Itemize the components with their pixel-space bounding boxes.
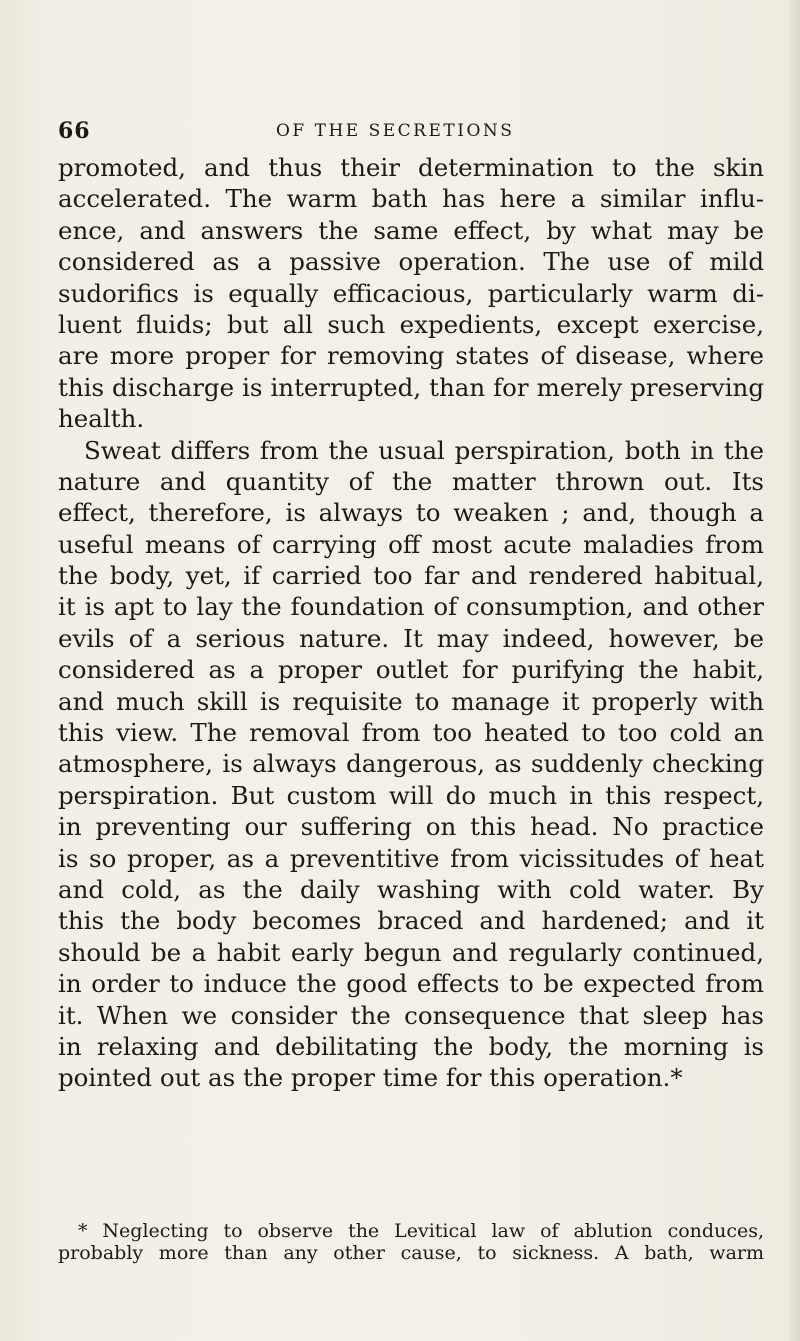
text-line: atmosphere, is always dangerous, as suddenly checking	[58, 749, 764, 779]
text-line: accelerated. The warm bath has here a similar influ-	[58, 184, 764, 214]
text-line: Sweat differs from the usual perspiration, both in the	[84, 435, 764, 465]
text-line: is so proper, as a preventitive from vicissitudes of heat	[58, 843, 764, 873]
running-head-title: OF THE SECRETIONS	[276, 121, 515, 141]
text-line: this the body becomes braced and hardened; and it	[58, 906, 764, 936]
text-line: in relaxing and debilitating the body, the morning is	[58, 1031, 764, 1061]
text-line: sudorifics is equally efficacious, particularly warm di-	[58, 278, 764, 308]
text-line: this discharge is interrupted, than for merely preserving	[58, 372, 764, 402]
text-line: evils of a serious nature. It may indeed, however, be	[58, 623, 764, 653]
footnote-line: probably more than any other cause, to sickness. A bath, warm	[58, 1242, 764, 1264]
text-line: and much skill is requisite to manage it properly with	[58, 686, 764, 716]
footnote	[58, 1220, 764, 1264]
text-line: the body, yet, if carried too far and rendered habitual,	[58, 561, 764, 591]
text-line: it is apt to lay the foundation of consumption, and other	[58, 592, 764, 622]
body-text	[58, 152, 764, 1094]
text-line: should be a habit early begun and regularly continued,	[58, 937, 764, 967]
text-line: perspiration. But custom will do much in this respect,	[58, 780, 764, 810]
text-line: health.	[58, 404, 145, 434]
text-line: luent fluids; but all such expedients, except exercise,	[58, 309, 764, 339]
text-line: promoted, and thus their determination to the skin	[58, 153, 764, 182]
text-line: are more proper for removing states of disease, where	[58, 341, 764, 371]
text-line: nature and quantity of the matter thrown out. Its	[58, 466, 764, 496]
text-line: ence, and answers the same effect, by what may be	[58, 215, 764, 245]
text-line: useful means of carrying off most acute maladies from	[58, 529, 764, 559]
text-line: considered as a passive operation. The use of mild	[58, 247, 764, 277]
text-line: this view. The removal from too heated to too cold an	[58, 718, 764, 748]
text-line: effect, therefore, is always to weaken ; and, though a	[58, 498, 764, 528]
text-line: considered as a proper outlet for purifying the habit,	[58, 655, 764, 685]
text-line: in order to induce the good effects to be expected from	[58, 969, 764, 999]
running-head	[58, 118, 758, 148]
page-number: 66	[58, 118, 91, 144]
footnote-line: * Neglecting to observe the Levitical law of ablution conduces,	[78, 1220, 764, 1242]
page-edge-shadow	[786, 0, 800, 1341]
text-line: pointed out as the proper time for this operation.*	[58, 1063, 683, 1093]
text-line: and cold, as the daily washing with cold water. By	[58, 874, 764, 904]
text-line: it. When we consider the consequence that sleep has	[58, 1000, 764, 1030]
text-line: in preventing our suffering on this head. No practice	[58, 812, 764, 842]
